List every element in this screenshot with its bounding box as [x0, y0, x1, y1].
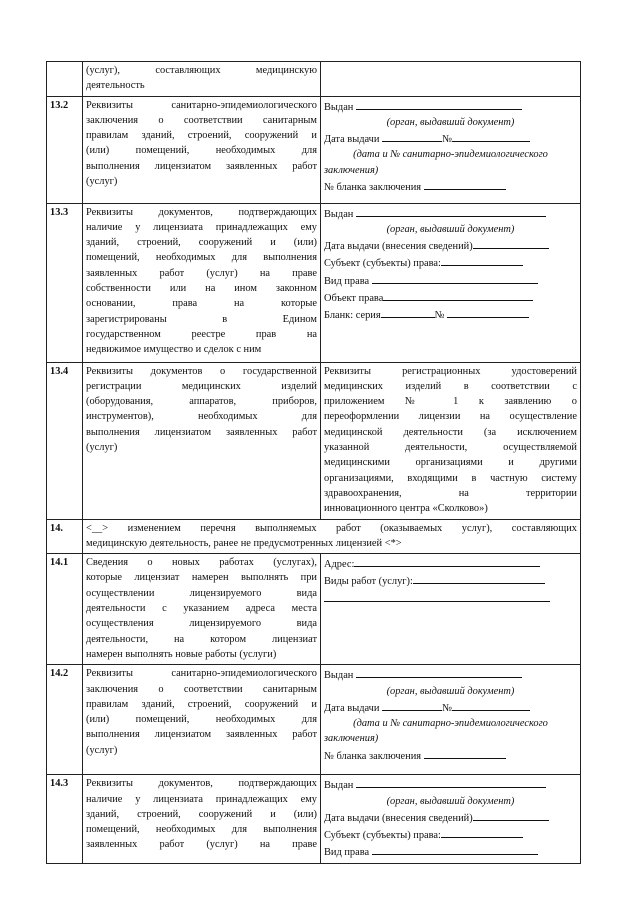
- kind-field[interactable]: [372, 272, 538, 284]
- issued-field[interactable]: [356, 776, 546, 788]
- number-sign: №: [442, 134, 452, 146]
- row-description: Реквизиты документов о государственной регистрации медицинских изделий (оборудования, аппаратов, приборов, инструментов), необходимых для выполнения лицензиатом заявленных работ (услуг): [83, 362, 321, 519]
- row-requisites: [321, 775, 581, 863]
- blank-field[interactable]: [424, 178, 506, 190]
- address-label: Адрес:: [324, 559, 355, 571]
- blank-label: № бланка заключения: [324, 750, 422, 762]
- table-row: [47, 62, 581, 97]
- date-hint-cont: заключения): [324, 164, 379, 176]
- number-field[interactable]: [452, 699, 530, 711]
- works-label: Виды работ (услуг):: [324, 576, 413, 588]
- row-number: [47, 62, 83, 97]
- issued-field[interactable]: [356, 98, 522, 110]
- row-number: 14.2: [47, 665, 83, 775]
- row-description: Реквизиты санитарно-эпидемиологического заключения о соответствии санитарным правилам зданий, строений, сооружений и (или) помещений, необходимых для выполнения лицензиатом заявленных работ (услуг): [83, 665, 321, 775]
- issued-label: Выдан: [324, 780, 354, 792]
- date-field[interactable]: [382, 130, 442, 142]
- object-field[interactable]: [383, 289, 533, 301]
- row-number: 13.3: [47, 203, 83, 362]
- date-label: Дата выдачи (внесения сведений): [324, 812, 473, 824]
- blank-series-label: Бланк: серия: [324, 310, 381, 322]
- table-row: [47, 775, 581, 863]
- row-description: (услуг), составляющих медицинскую деятельность: [83, 62, 321, 97]
- number-field[interactable]: [452, 130, 530, 142]
- series-field[interactable]: [381, 306, 435, 318]
- row-number: 14.3: [47, 775, 83, 863]
- row-description: Реквизиты документов, подтверждающих наличие у лицензиата принадлежащих ему зданий, строений, сооружений и (или) помещений, необходимых для выполнения заявленных работ (услуг) на праве собственности или на ином законном основании, права на которые зарегистрированы в Едином государственном реестре прав на недвижимое имущество и сделок с ним: [83, 203, 321, 362]
- object-label: Объект права: [324, 293, 384, 305]
- kind-label: Вид права: [324, 275, 370, 287]
- row-number: 13.2: [47, 96, 83, 203]
- issued-hint: (орган, выдавший документ): [386, 685, 515, 697]
- date-field[interactable]: [473, 809, 549, 821]
- date-field[interactable]: [473, 237, 549, 249]
- date-label: Дата выдачи: [324, 134, 380, 146]
- date-label: Дата выдачи: [324, 702, 380, 714]
- subject-label: Субъект (субъекты) права:: [324, 258, 441, 270]
- row-description: Сведения о новых работах (услугах), которые лицензиат намерен выполнять при осуществлении лицензируемого вида деятельности с указанием адреса места осуществления лицензируемого вида деятельности, на котором лицензиат намерен выполнять новые работы (услуги): [83, 554, 321, 665]
- subject-field[interactable]: [441, 826, 523, 838]
- kind-field[interactable]: [372, 843, 538, 855]
- table-row: [47, 554, 581, 665]
- number-sign: №: [442, 702, 452, 714]
- issued-label: Выдан: [324, 670, 354, 682]
- subject-field[interactable]: [441, 254, 523, 266]
- address-field[interactable]: [354, 555, 540, 567]
- row-requisites: [321, 62, 581, 97]
- issued-hint: (орган, выдавший документ): [386, 223, 515, 235]
- issued-field[interactable]: [356, 205, 546, 217]
- subject-label: Субъект (субъекты) права:: [324, 830, 441, 842]
- table-row: [47, 362, 581, 519]
- issued-hint: (орган, выдавший документ): [386, 116, 515, 128]
- row-requisites: [321, 665, 581, 775]
- blank-label: № бланка заключения: [324, 182, 422, 194]
- issued-field[interactable]: [356, 666, 522, 678]
- works-field-cont[interactable]: [324, 590, 550, 602]
- row-requisites: [321, 96, 581, 203]
- issued-label: Выдан: [324, 208, 354, 220]
- row-requisites: Реквизиты регистрационных удостоверений медицинских изделий в соответствии с приложением № 1 к заявлению о переоформлении лицензии на осуществление медицинской деятельности (за исключением указанной деятельности, осуществляемой медицинскими организациями и другими организациями, входящими в частную систему здравоохранения, на территории инновационного центра «Сколково»): [321, 362, 581, 519]
- date-hint: (дата и № санитарно-эпидемиологического: [353, 149, 548, 161]
- row-description: Реквизиты санитарно-эпидемиологического заключения о соответствии санитарным правилам зданий, строений, сооружений и (или) помещений, необходимых для выполнения лицензиатом заявленных работ (услуг): [83, 96, 321, 203]
- date-hint: (дата и № санитарно-эпидемиологического: [353, 718, 548, 730]
- date-hint-cont: заключения): [324, 733, 379, 745]
- table-row: [47, 96, 581, 203]
- number-sign: №: [434, 310, 445, 322]
- date-field[interactable]: [382, 699, 442, 711]
- date-label: Дата выдачи (внесения сведений): [324, 241, 473, 253]
- row-number: 13.4: [47, 362, 83, 519]
- table-row: [47, 203, 581, 362]
- row-number: 14.1: [47, 554, 83, 665]
- blank-field[interactable]: [424, 747, 506, 759]
- works-field[interactable]: [413, 572, 545, 584]
- section-heading: <__> изменением перечня выполняемых работ (оказываемых услуг), составляющих медицинскую деятельность, ранее не предусмотренных лицензией <*>: [83, 519, 581, 554]
- kind-label: Вид права: [324, 847, 370, 859]
- row-description: Реквизиты документов, подтверждающих наличие у лицензиата принадлежащих ему зданий, строений, сооружений и (или) помещений, необходимых для выполнения заявленных работ (услуг) на праве: [83, 775, 321, 863]
- table-row: [47, 665, 581, 775]
- number-field[interactable]: [447, 306, 529, 318]
- row-requisites: [321, 203, 581, 362]
- license-form-table: [46, 61, 581, 864]
- issued-hint: (орган, выдавший документ): [386, 795, 515, 807]
- table-row: [47, 519, 581, 554]
- row-requisites: [321, 554, 581, 665]
- issued-label: Выдан: [324, 101, 354, 113]
- row-number: 14.: [47, 519, 83, 554]
